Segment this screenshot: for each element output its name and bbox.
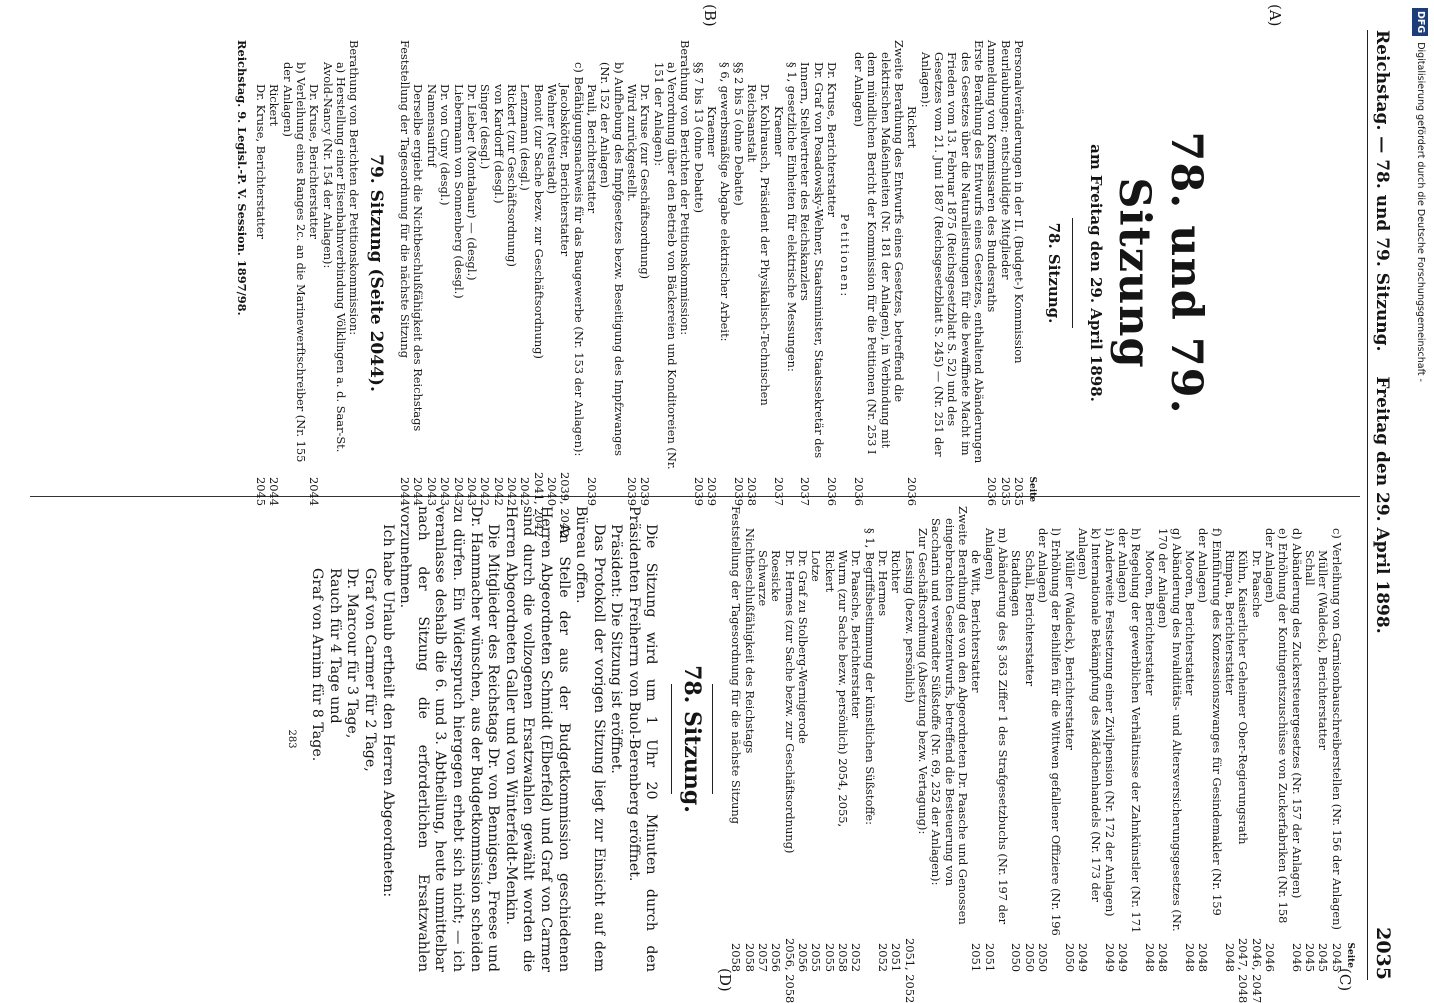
toc-entry-page: 2051 bbox=[969, 943, 984, 972]
toc-entry-text: c) Verleihung von Garnisonbauschreiberstellen (Nr. 156 der Anlagen) bbox=[1329, 528, 1344, 930]
toc-entry-text: Zweite Berathung des Entwurfs eines Gesetzes, betreffend die elektrischen Maßeinheiten (Nr. 181 der Anlagen), in Verbindung mit dem mündlichen Bericht der Kommission für die Petitionen (Nr. 253 I der Anlagen) bbox=[851, 40, 906, 455]
toc-entry bbox=[320, 40, 347, 506]
toc-entry-text: Anmeldung von Kommissaren des Bundesraths bbox=[985, 40, 1000, 313]
toc-entry-text: Wird zurückgestellt. bbox=[625, 84, 639, 202]
separator-rule-right bbox=[712, 684, 713, 794]
toc-entry bbox=[1236, 506, 1251, 1003]
toc-entry bbox=[491, 40, 504, 506]
toc-entry-text: Lenzmann (desgl.) bbox=[518, 84, 533, 191]
minutes-paragraph: Präsident: Die Sitzung ist eröffnet. bbox=[608, 524, 625, 774]
sitting-79-heading: 79. Sitzung (Seite 2044). bbox=[365, 154, 386, 392]
toc-entry-text: Erste Berathung des Entwurfs eines Gesetzes, enthaltend Abänderungen des Gesetzes über die Naturalleistungen für die bewaffnete Macht im Frieden vom 13. Februar 1875 (Reichsgesetzblatt S. 52) und des Gesetzes vom 21. Juni 1887 (Reichsgesetzblatt S. 245) — (Nr. 251 der Anlagen): bbox=[918, 40, 986, 464]
toc-entry-text: Lessing (bezw. persönlich) bbox=[902, 550, 917, 703]
toc-entry bbox=[985, 40, 998, 506]
toc-entry-page: 2040 bbox=[544, 477, 559, 506]
toc-entry-page: 2042 bbox=[478, 477, 493, 506]
toc-entry-page: 2046 bbox=[1262, 943, 1277, 972]
toc-entry bbox=[1249, 506, 1264, 1003]
toc-entry-text: Müller (Waldeck), Berichterstatter bbox=[1062, 550, 1077, 750]
toc-entry bbox=[1102, 506, 1115, 972]
toc-entry bbox=[1009, 506, 1022, 972]
toc-entry bbox=[280, 40, 307, 506]
toc-entry bbox=[451, 40, 464, 506]
minutes-paragraph: Dr. Marcour für 3 Tage, bbox=[344, 568, 361, 739]
toc-entry-page: 2050 bbox=[1022, 943, 1037, 972]
toc-entry-page: 2036 bbox=[825, 477, 840, 506]
toc-entry bbox=[571, 40, 584, 506]
toc-entry-page: 2044 bbox=[267, 477, 282, 506]
toc-entry-text: a) Herstellung einer Eisenbahnverbindung Völklingen a. d. Saar-St. Avold-Nancy (Nr. 154 der Anlagen): bbox=[320, 62, 349, 453]
toc-entry-page: 2043 bbox=[451, 477, 466, 506]
toc-entry-page: 2048 bbox=[1222, 943, 1237, 972]
toc-entry-page: 2042 bbox=[518, 477, 533, 506]
toc-entry bbox=[798, 40, 825, 506]
toc-entry-text: l) Erhöhung der Beihilfen für die Wittwen gefallener Offiziere (Nr. 196 der Anlagen) bbox=[1036, 528, 1064, 936]
toc-entry-text: Berathung von Berichten der Petitionskommission: bbox=[678, 40, 693, 336]
toc-entry-text: Dr. Kruse, Berichterstatter bbox=[825, 62, 840, 217]
toc-entry-page: 2050 bbox=[1062, 943, 1077, 972]
toc-entry bbox=[905, 40, 918, 506]
toc-entry-page: 2043 bbox=[464, 477, 479, 506]
toc-entry bbox=[731, 40, 744, 506]
toc-entry bbox=[836, 506, 849, 972]
toc-entry-page: 2051, 2052 bbox=[902, 938, 917, 1003]
toc-entry-page: 2055 bbox=[822, 943, 837, 972]
toc-entry bbox=[438, 40, 451, 506]
toc-entry bbox=[1303, 506, 1316, 972]
toc-entry-text: § 6, gewerbsmäßige Abgabe elektrischer Arbeit: bbox=[718, 62, 733, 342]
toc-entry bbox=[347, 40, 360, 506]
toc-entry bbox=[718, 40, 731, 506]
separator-rule bbox=[1072, 218, 1073, 328]
toc-entry bbox=[1223, 506, 1236, 972]
toc-entry-page: 2043 bbox=[438, 477, 453, 506]
toc-entry-page: 2039 bbox=[625, 477, 639, 506]
toc-entry-text: Wehner (Neustadt) bbox=[544, 84, 559, 195]
toc-entry-text: Dr. Graf zu Stolberg-Wernigerode bbox=[795, 550, 810, 744]
minutes-paragraph: An Stelle der aus der Budgetkommission geschiedenen Herren Abgeordneten Schmidt (Elberfeld) und Graf von Carmer sind durch die vollzogenen Ersatzwahlen gewählt worden die Herren Abgeordneten Galler und von Winterfeldt-Menkin. bbox=[502, 506, 572, 972]
toc-entry-page: 2047, 2048 bbox=[1236, 938, 1251, 1003]
toc-entry-page: 2058 bbox=[729, 943, 744, 972]
toc-entry-text: Zweite Berathung des von den Abgeordneten Dr. Paasche und Genossen eingebrachten Gesetzentwurfs, betreffend die Besteuerung von Saccharin und verwandter Süßstoffe (Nr. 69, 252 der Anlagen): bbox=[929, 506, 971, 925]
toc-entry bbox=[742, 506, 755, 972]
toc-entry-text: Schall bbox=[1302, 550, 1317, 586]
contents-list-continued bbox=[729, 506, 1344, 1003]
toc-entry bbox=[465, 40, 478, 506]
toc-entry-page: 2045 bbox=[1329, 943, 1344, 972]
toc-entry-text: k) Internationale Bekämpfung des Mädchenhandels (Nr. 173 der Anlagen) bbox=[1076, 528, 1104, 902]
toc-entry-text: Dr. Kohlrausch, Präsident der Physikalisch-Technischen Reichsanstalt bbox=[745, 84, 773, 406]
toc-entry bbox=[691, 40, 704, 506]
toc-entry-page: 2051 bbox=[982, 943, 997, 972]
toc-entry-page: 2058 bbox=[835, 943, 850, 972]
toc-entry bbox=[254, 40, 267, 506]
toc-entry-page: 2036 bbox=[905, 477, 920, 506]
separator-rule-right-2 bbox=[672, 684, 673, 794]
toc-entry-text: Benoit (zur Sache bezw. zur Geschäftsordnung) bbox=[531, 84, 546, 359]
toc-entry-text: Rimpau, Berichterstatter bbox=[1222, 550, 1237, 695]
toc-entry bbox=[1076, 506, 1103, 972]
toc-entry-text: h) Regelung der gewerblichen Verhältnisse der Zahnkünstler (Nr. 171 der Anlagen) bbox=[1116, 528, 1144, 934]
toc-entry-page: 2039, 2042 bbox=[558, 472, 573, 538]
toc-entry bbox=[1143, 506, 1156, 972]
toc-entry bbox=[785, 40, 798, 506]
toc-entry-page: 2035 bbox=[998, 477, 1013, 506]
toc-entry bbox=[822, 506, 835, 972]
toc-entry bbox=[902, 506, 917, 1003]
toc-entry-text: Mooren, Berichterstatter bbox=[1142, 550, 1157, 696]
toc-entry-text: m) Abänderung des § 363 Ziffer 1 des Strafgesetzbuchs (Nr. 197 der Anlagen) bbox=[982, 528, 1011, 925]
toc-entry-text: Dr. Kruse, Berichterstatter bbox=[307, 84, 322, 239]
toc-entry-text: de Witt, Berichterstatter bbox=[969, 550, 984, 693]
toc-entry-page: 2036 bbox=[851, 477, 866, 506]
document-date: am Freitag den 29. April 1898. bbox=[1087, 144, 1105, 402]
toc-entry-text: a) Verordnung über den Betrieb von Bäckereien und Konditoreien (Nr. 151 der Anlagen): bbox=[651, 62, 680, 470]
toc-entry bbox=[782, 506, 797, 1003]
toc-entry bbox=[771, 40, 784, 506]
toc-entry bbox=[769, 506, 782, 972]
toc-entry-page: 2036 bbox=[985, 477, 1000, 506]
page-number: 2035 bbox=[1372, 927, 1394, 980]
toc-entry-text: von Kardorff (desgl.) bbox=[491, 84, 506, 204]
toc-entry-text: Rickert bbox=[267, 84, 282, 127]
minutes-paragraph: Das Protokoll der vorigen Sitzung liegt zur Einsicht auf dem Büreau offen. bbox=[573, 506, 607, 972]
header-left: Reichstag. — 78. und 79. Sitzung. bbox=[1372, 30, 1392, 352]
toc-entry-page: 2038 bbox=[745, 477, 760, 506]
toc-entry-text: Rickert bbox=[905, 106, 920, 149]
toc-entry bbox=[838, 40, 851, 506]
toc-entry bbox=[852, 40, 905, 506]
toc-entry-page: 2057 bbox=[755, 943, 770, 972]
session-heading: 78. Sitzung. bbox=[678, 665, 705, 813]
toc-entry-text: §§ 7 bis 13 (ohne Debatte) bbox=[691, 62, 706, 214]
toc-entry-page: 2035 bbox=[1011, 477, 1026, 506]
toc-entry-text: d) Abänderung des Zuckersteuergesetzes (Nr. 157 der Anlagen) bbox=[1289, 528, 1304, 899]
toc-entry-text: b) Verleihung eines Ranges 2c. an die Marinewerftschreiber (Nr. 155 der Anlagen) bbox=[280, 62, 309, 463]
toc-entry bbox=[825, 40, 838, 506]
toc-entry bbox=[998, 40, 1011, 506]
minutes-paragraph: Die Mitglieder des Reichstags Dr. von Bennigsen, Freese und Dr. Hammacher wünschen, aus der Budgetkommission scheiden zu dürfen. Ein Widerspruch hiergegen erhebt sich nicht; — ich veranlasse deshalb die 6. und 3. Abtheilung, heute unmittelbar nach der Sitzung die erforderlichen Ersatzwahlen vorzunehmen. bbox=[397, 506, 502, 972]
toc-entry-page: 2056 bbox=[795, 943, 810, 972]
toc-entry-page: 2045 bbox=[254, 477, 269, 506]
minutes-paragraph: Graf von Arnim für 8 Tage. bbox=[309, 568, 326, 762]
toc-entry-text: Dr. von Cuny (desgl.) bbox=[438, 84, 453, 206]
toc-entry-page: 2045 bbox=[1316, 943, 1331, 972]
toc-entry bbox=[625, 40, 638, 506]
toc-entry-page: 2048 bbox=[1142, 943, 1157, 972]
toc-entry-page: 2039 bbox=[731, 477, 746, 506]
toc-entry-page: 2052 bbox=[849, 943, 864, 972]
toc-entry-page: 2046, 2047 bbox=[1249, 938, 1264, 1003]
toc-entry-page: 2051 bbox=[889, 943, 904, 972]
toc-entry-page: 2041, 2042 bbox=[531, 472, 546, 538]
toc-entry-text: Pauli, Berichterstatter bbox=[584, 84, 599, 214]
seite-label: Seite bbox=[1027, 476, 1038, 502]
toc-entry bbox=[398, 40, 411, 506]
toc-entry-text: Berathung von Berichten der Petitionskommission: bbox=[347, 40, 362, 336]
toc-entry bbox=[411, 40, 424, 506]
toc-entry-text: Feststellung der Tagesordnung für die nächste Sitzung bbox=[398, 40, 413, 359]
toc-entry-text: Dr. Lieber (Montabaur) — (desgl.) bbox=[464, 84, 479, 281]
toc-entry bbox=[849, 506, 862, 972]
toc-entry-page: 2048 bbox=[1182, 943, 1197, 972]
toc-entry bbox=[1329, 506, 1342, 972]
toc-entry bbox=[1036, 506, 1063, 972]
toc-entry bbox=[1022, 506, 1035, 972]
toc-entry bbox=[745, 40, 772, 506]
contents-list-79 bbox=[254, 40, 361, 506]
toc-entry-page: 2046 bbox=[1289, 943, 1304, 972]
toc-entry-page: 2050 bbox=[1036, 943, 1051, 972]
toc-entry-text: Rickert bbox=[822, 550, 837, 593]
toc-entry bbox=[478, 40, 491, 506]
toc-entry-text: Dr. Kruse (zur Geschäftsordnung) bbox=[638, 84, 653, 280]
toc-entry-page: 2056, 2058 bbox=[782, 938, 797, 1003]
toc-entry bbox=[1062, 506, 1075, 972]
margin-mark-d: (D) bbox=[716, 968, 734, 992]
toc-entry-text: i) Anderweite Festsetzung einer Zivilpension (Nr. 172 der Anlagen) bbox=[1102, 528, 1117, 917]
toc-entry-text: Derselbe ergiebt die Nichtbeschlußfähigkeit des Reichstags bbox=[411, 84, 426, 432]
footer-signature: Reichstag. 9. Legisl.-P. V. Session. 1897/98. bbox=[234, 40, 249, 316]
toc-entry-text: Lotze bbox=[809, 550, 824, 582]
dfg-logo: DFG bbox=[1412, 8, 1428, 36]
toc-entry-text: Roesicke bbox=[769, 550, 784, 602]
toc-entry bbox=[889, 506, 902, 972]
toc-entry bbox=[518, 40, 531, 506]
toc-entry-text: Namensaufruf bbox=[424, 84, 439, 167]
toc-entry-text: Mooren, Berichterstatter bbox=[1182, 550, 1197, 696]
seite-label-right: Seite bbox=[1345, 942, 1355, 968]
toc-entry bbox=[531, 40, 546, 538]
toc-entry-text: e) Erhöhung der Kontingentszuschüsse von Zuckerfabriken (Nr. 158 der Anlagen) bbox=[1262, 528, 1291, 924]
toc-entry-page: 2039 bbox=[638, 477, 653, 506]
toc-entry-page: 2049 bbox=[1102, 943, 1117, 972]
toc-entry-text: Zur Geschäftsordnung (Absetzung bezw. Vertagung): bbox=[916, 528, 930, 835]
toc-entry bbox=[918, 40, 985, 506]
toc-entry bbox=[705, 40, 718, 506]
toc-entry bbox=[558, 40, 573, 538]
toc-entry bbox=[1156, 506, 1183, 972]
toc-entry-text: Dr. Hermes bbox=[875, 550, 890, 617]
toc-entry-page: 2048 bbox=[1196, 943, 1211, 972]
toc-entry-text: Schwarze bbox=[755, 550, 770, 607]
document-title: 78. und 79. Sitzung bbox=[1109, 131, 1211, 415]
toc-entry-page: 2039 bbox=[705, 477, 720, 506]
toc-entry bbox=[505, 40, 518, 506]
toc-entry-text: g) Abänderung des Invaliditäts- und Altersversicherungsgesetzes (Nr. 170 der Anlagen) bbox=[1156, 528, 1184, 932]
toc-entry-text: Kraemer bbox=[705, 106, 720, 157]
toc-entry-page: 2037 bbox=[798, 477, 813, 506]
toc-entry-page: 2039 bbox=[691, 477, 706, 506]
sheet-number: 283 bbox=[285, 729, 297, 749]
toc-entry-page: 2048 bbox=[1156, 943, 1171, 972]
toc-entry bbox=[598, 40, 625, 506]
toc-entry-text: Richter bbox=[889, 550, 904, 593]
toc-entry-page: 2049 bbox=[1116, 943, 1131, 972]
toc-entry-page: 2042 bbox=[504, 477, 519, 506]
minutes-text bbox=[308, 506, 660, 972]
toc-entry bbox=[1316, 506, 1329, 972]
toc-entry-page: 2043 bbox=[424, 477, 439, 506]
toc-entry bbox=[969, 506, 982, 972]
toc-entry-page: 2052 bbox=[875, 943, 890, 972]
toc-entry bbox=[1116, 506, 1143, 972]
toc-entry-text: Nichtbeschlußfähigkeit des Reichstags bbox=[742, 528, 757, 754]
toc-entry bbox=[729, 506, 742, 972]
toc-entry bbox=[1289, 506, 1302, 972]
toc-entry bbox=[638, 40, 651, 506]
toc-entry-text: Personalveränderungen in der II. (Budget-) Kommission bbox=[1011, 40, 1026, 364]
toc-entry-text: Rickert (zur Geschäftsordnung) bbox=[504, 84, 519, 267]
minutes-paragraph: Graf von Carmer für 2 Tage, bbox=[362, 568, 378, 772]
toc-entry-text: Beurlaubungen; entschuldigte Mitglieder bbox=[998, 40, 1013, 280]
toc-entry-text: § 1, Begriffsbestimmung der künstlichen Süßstoffe: bbox=[862, 528, 877, 826]
toc-entry-text: § 1, gesetzliche Einheiten für elektrische Messungen: bbox=[785, 62, 800, 372]
toc-entry-page: 2050 bbox=[1009, 943, 1024, 972]
toc-entry-text: Wurm (zur Sache bezw. persönlich) 2054, 2055, bbox=[835, 550, 850, 828]
toc-entry-text: Singer (desgl.) bbox=[478, 84, 493, 170]
toc-entry bbox=[267, 40, 280, 506]
toc-entry-text: Kühn, Kaiserlicher Geheimer Ober-Regierungsrath bbox=[1236, 550, 1251, 845]
toc-entry bbox=[545, 40, 558, 506]
margin-mark-b: (B) bbox=[701, 4, 719, 27]
toc-entry-text: c) Befähigungsnachweis für das Baugewerbe (Nr. 153 der Anlagen): bbox=[571, 62, 586, 457]
toc-entry bbox=[425, 40, 438, 506]
toc-entry bbox=[809, 506, 822, 972]
toc-entry-text: Kraemer bbox=[771, 106, 786, 157]
toc-entry-text: b) Aufhebung des Impfgesetzes bezw. Beseitigung des Impfzwanges (Nr. 152 der Anlagen) bbox=[598, 62, 626, 456]
toc-entry-text: Liebermann von Sonnenberg (desgl.) bbox=[451, 84, 466, 299]
toc-entry bbox=[916, 506, 929, 972]
toc-entry-page: 2039 bbox=[584, 477, 599, 506]
toc-entry-page: 2056 bbox=[769, 943, 784, 972]
toc-entry-text: Dr. Graf von Posadowsky-Wehner, Staatsminister, Staatssekretär des Innern, Stellvertreter des Reichskanzlers bbox=[798, 62, 826, 459]
toc-entry-text: Stadthagen bbox=[1009, 550, 1024, 617]
toc-entry-text: Dr. Hermes (zur Sache bezw. zur Geschäftsordnung) bbox=[782, 550, 797, 854]
toc-entry bbox=[796, 506, 809, 972]
toc-entry-text: Dr. Paasche bbox=[1249, 550, 1264, 618]
toc-entry-text: Jacobskötter, Berichterstatter bbox=[558, 84, 573, 257]
toc-entry bbox=[1012, 40, 1025, 506]
running-header bbox=[1367, 30, 1394, 980]
toc-entry-page: 2037 bbox=[771, 477, 786, 506]
toc-entry bbox=[929, 506, 969, 972]
sitting-78-heading: 78. Sitzung. bbox=[1044, 222, 1063, 324]
minutes-paragraph: Rauch für 4 Tage und bbox=[326, 568, 343, 724]
digitization-text: Digitalisierung gefördert durch die Deutsche Forschungsgemeinschaft - bbox=[1415, 42, 1426, 382]
toc-entry-page: 2044 bbox=[398, 477, 413, 506]
toc-entry-text: Schall, Berichterstatter bbox=[1022, 550, 1037, 687]
toc-entry bbox=[307, 40, 320, 506]
margin-mark-c: (C) bbox=[1336, 968, 1354, 992]
toc-entry-text: Dr. Paasche, Berichterstatter bbox=[849, 550, 864, 719]
toc-entry-page: 2058 bbox=[742, 943, 757, 972]
toc-entry bbox=[756, 506, 769, 972]
minutes-paragraph: Ich habe Urlaub ertheilt den Herren Abgeordneten: bbox=[379, 524, 396, 898]
toc-entry-page: 2055 bbox=[809, 943, 824, 972]
toc-entry bbox=[678, 40, 691, 506]
toc-entry-page: 2042 bbox=[491, 477, 506, 506]
toc-entry bbox=[982, 506, 1009, 972]
toc-entry bbox=[1196, 506, 1223, 972]
toc-entry bbox=[1263, 506, 1290, 972]
toc-entry bbox=[1183, 506, 1196, 972]
toc-entry-page: 2044 bbox=[307, 477, 322, 506]
toc-entry bbox=[585, 40, 598, 506]
toc-entry-text: f) Einführung des Konzessionszwanges für Gesindemakler (Nr. 159 der Anlagen) bbox=[1196, 528, 1224, 916]
toc-entry-text: Dr. Kruse, Berichterstatter bbox=[254, 84, 269, 239]
contents-list bbox=[398, 40, 1026, 538]
digitization-note bbox=[1412, 8, 1428, 988]
toc-entry-text: §§ 2 bis 5 (ohne Debatte) bbox=[731, 62, 746, 206]
toc-entry-page: 2045 bbox=[1302, 943, 1317, 972]
toc-entry bbox=[651, 40, 678, 506]
right-column bbox=[284, 506, 1356, 1003]
left-column bbox=[234, 40, 1356, 538]
toc-entry bbox=[876, 506, 889, 972]
toc-entry-page: 2044 bbox=[411, 477, 426, 506]
margin-mark-a: (A) bbox=[1266, 4, 1284, 27]
minutes-paragraph: Die Sitzung wird um 1 Uhr 20 Minuten durch den Präsidenten Freiherrn von Buol-Berenberg eröffnet. bbox=[625, 506, 660, 972]
toc-entry-text: Petitionen: bbox=[838, 213, 853, 299]
toc-entry-text: Müller (Waldeck), Berichterstatter bbox=[1316, 550, 1331, 750]
header-date: Freitag den 29. April 1898. bbox=[1372, 376, 1392, 634]
toc-entry bbox=[862, 506, 875, 972]
toc-entry-text: Feststellung der Tagesordnung für die nächste Sitzung bbox=[729, 506, 744, 825]
toc-entry-page: 2049 bbox=[1076, 943, 1091, 972]
